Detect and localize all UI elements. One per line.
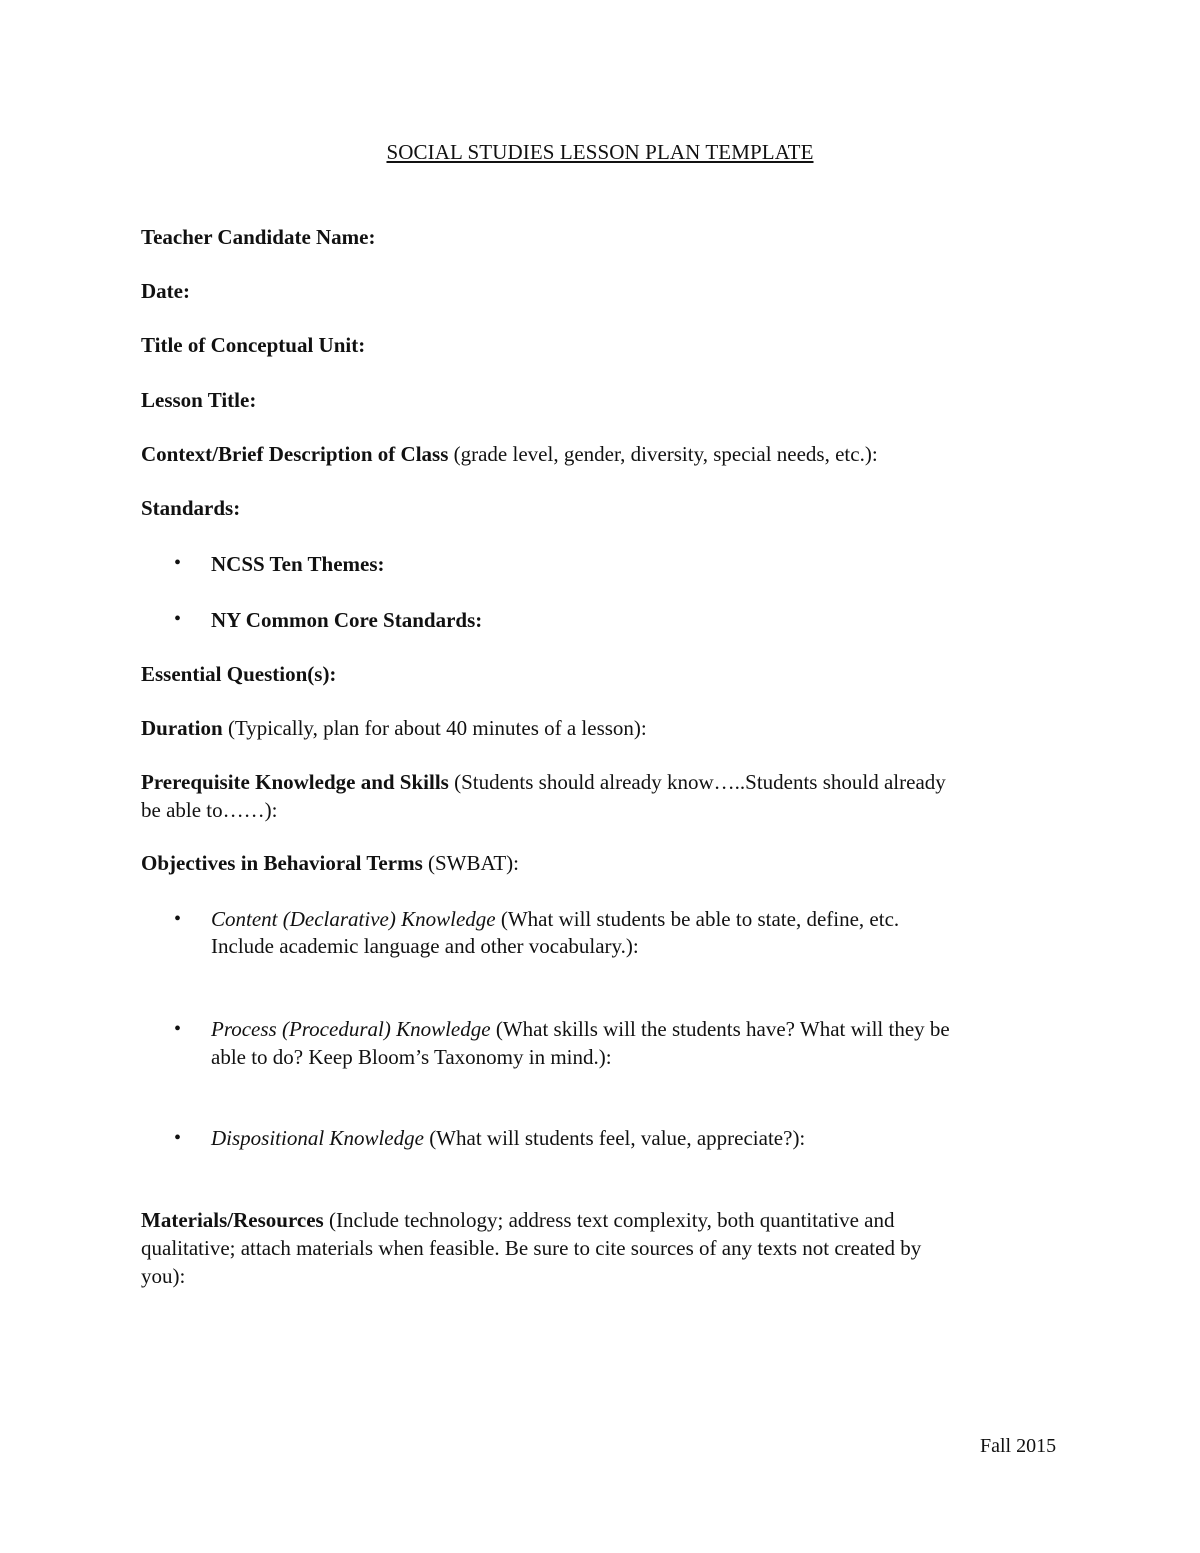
bullet-icon: •	[174, 1018, 182, 1040]
standards-label: Standards:	[141, 496, 241, 520]
dispositional-knowledge-line: Dispositional Knowledge (What will students feel, value, appreciate?):	[211, 1126, 806, 1150]
date-label: Date:	[141, 279, 190, 303]
document-title: SOCIAL STUDIES LESSON PLAN TEMPLATE	[386, 140, 814, 164]
bullet-icon: •	[174, 552, 182, 574]
prereq-line-2: be able to……):	[141, 798, 278, 822]
prereq-label: Prerequisite Knowledge and Skills	[141, 770, 449, 794]
lesson-title-label: Lesson Title:	[141, 388, 257, 412]
bullet-icon: •	[174, 908, 182, 930]
footer-date: Fall 2015	[980, 1435, 1057, 1457]
context-label: Context/Brief Description of Class	[141, 442, 449, 466]
context-line	[141, 440, 1061, 468]
process-knowledge-line-1: Process (Procedural) Knowledge (What skills will the students have? What will they be	[211, 1017, 950, 1041]
ny-core-label: NY Common Core Standards:	[211, 608, 483, 632]
materials-line-2: qualitative; attach materials when feasible. Be sure to cite sources of any texts not created by	[141, 1236, 922, 1260]
essential-questions-label: Essential Question(s):	[141, 662, 337, 686]
context-hint: (grade level, gender, diversity, special needs, etc.):	[448, 442, 878, 466]
prereq-hint-1: (Students should already know…..Students should already	[448, 770, 946, 794]
objectives-hint: (SWBAT):	[422, 851, 519, 875]
bullet-icon: •	[174, 1127, 182, 1149]
materials-line-1: Materials/Resources (Include technology; address text complexity, both quantitative and	[141, 1208, 895, 1232]
bullet-icon: •	[174, 608, 182, 630]
materials-label: Materials/Resources	[141, 1208, 324, 1232]
content-knowledge-line-1: Content (Declarative) Knowledge (What will students be able to state, define, etc.	[211, 907, 900, 931]
teacher-name-label: Teacher Candidate Name:	[141, 225, 376, 249]
duration-label: Duration	[141, 716, 223, 740]
process-knowledge-line-2: able to do? Keep Bloom’s Taxonomy in mind.):	[211, 1045, 612, 1069]
objectives-label: Objectives in Behavioral Terms	[141, 851, 423, 875]
duration-hint: (Typically, plan for about 40 minutes of a lesson):	[222, 716, 647, 740]
unit-title-label: Title of Conceptual Unit:	[141, 333, 366, 357]
ncss-label: NCSS Ten Themes:	[211, 552, 385, 576]
content-knowledge-label: Content (Declarative) Knowledge	[211, 907, 496, 931]
objectives-line	[141, 849, 1061, 877]
content-knowledge-line-2: Include academic language and other vocabulary.):	[211, 934, 639, 958]
duration-line	[141, 714, 1061, 742]
prereq-line-1	[141, 768, 1061, 796]
dispositional-knowledge-label: Dispositional Knowledge	[211, 1126, 424, 1150]
materials-line-3: you):	[141, 1264, 186, 1288]
process-knowledge-label: Process (Procedural) Knowledge	[211, 1017, 491, 1041]
